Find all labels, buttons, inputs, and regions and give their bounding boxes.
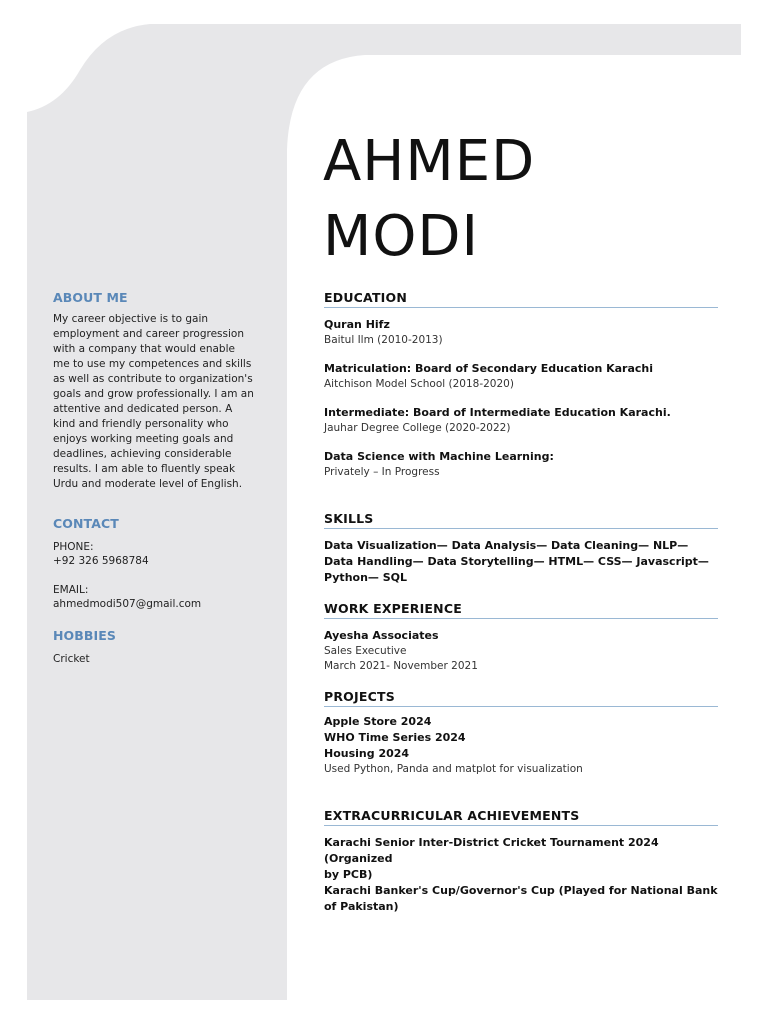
email-value: ahmedmodi507@gmail.com: [53, 598, 202, 610]
about-line: deadlines, achieving considerable: [53, 448, 232, 460]
work-section: [324, 601, 718, 672]
education-detail: Aitchison Model School (2018-2020): [324, 378, 514, 390]
work-heading: WORK EXPERIENCE: [324, 601, 718, 619]
about-line: attentive and dedicated person. A: [53, 403, 233, 415]
project-item: Apple Store 2024: [324, 715, 432, 728]
education-detail: Jauhar Degree College (2020-2022): [324, 422, 511, 434]
skills-heading: SKILLS: [324, 511, 718, 529]
about-heading: ABOUT ME: [53, 290, 128, 305]
about-line: enjoys working meeting goals and: [53, 433, 234, 445]
education-title: Matriculation: Board of Secondary Education Karachi: [324, 362, 654, 375]
contact-heading: CONTACT: [53, 516, 119, 531]
achievement-item: [324, 835, 718, 883]
about-line: My career objective is to gain: [53, 313, 209, 325]
about-line: results. I am able to fluently speak: [53, 463, 236, 475]
education-section: [324, 290, 718, 478]
about-line: Urdu and moderate level of English.: [53, 478, 243, 490]
education-item: [324, 361, 718, 392]
education-detail: Privately – In Progress: [324, 466, 440, 478]
project-item: Housing 2024: [324, 747, 410, 760]
skills-section: [324, 511, 718, 584]
achievement-line: Karachi Senior Inter-District Cricket Tournament 2024 (Organized: [324, 836, 659, 865]
education-item: [324, 449, 718, 480]
about-line: kind and friendly personality who: [53, 418, 229, 430]
project-note: Used Python, Panda and matplot for visualization: [324, 763, 583, 775]
about-line: goals and grow professionally. I am an: [53, 388, 254, 400]
work-item: [324, 628, 718, 674]
name-first: AHMED: [323, 129, 536, 194]
achievement-line: by PCB): [324, 868, 373, 881]
hobby-item: Cricket: [53, 653, 90, 665]
about-text: [53, 312, 278, 492]
education-detail: Baitul Ilm (2010-2013): [324, 334, 443, 346]
education-item: [324, 405, 718, 436]
education-title: Data Science with Machine Learning:: [324, 450, 554, 463]
education-item: [324, 317, 718, 348]
achievement-line: of Pakistan): [324, 900, 399, 913]
project-item: WHO Time Series 2024: [324, 731, 466, 744]
projects-heading: PROJECTS: [324, 689, 718, 707]
skills-line: Data Visualization— Data Analysis— Data Cleaning— NLP—: [324, 539, 689, 552]
about-line: employment and career progression: [53, 328, 244, 340]
extracurricular-section: [324, 808, 718, 913]
projects-list: [324, 714, 718, 777]
hobbies-heading: HOBBIES: [53, 628, 117, 643]
work-company: Ayesha Associates: [324, 629, 439, 642]
education-title: Intermediate: Board of Intermediate Education Karachi.: [324, 406, 671, 419]
about-line: as well as contribute to organization's: [53, 373, 253, 385]
projects-section: [324, 689, 718, 775]
email-label: EMAIL:: [53, 584, 89, 596]
phone-value: +92 326 5968784: [53, 555, 149, 567]
about-line: me to use my competences and skills: [53, 358, 252, 370]
work-role: Sales Executive: [324, 645, 407, 657]
about-line: with a company that would enable: [53, 343, 235, 355]
achievement-line: Karachi Banker's Cup/Governor's Cup (Played for National Bank: [324, 884, 718, 897]
name-last: MODI: [323, 204, 480, 269]
work-dates: March 2021- November 2021: [324, 660, 478, 672]
skills-line: Python— SQL: [324, 571, 408, 584]
education-heading: EDUCATION: [324, 290, 718, 308]
skills-line: Data Handling— Data Storytelling— HTML— CSS— Javascript—: [324, 555, 709, 568]
skills-list: [324, 538, 718, 586]
education-title: Quran Hifz: [324, 318, 390, 331]
extracurricular-heading: EXTRACURRICULAR ACHIEVEMENTS: [324, 808, 718, 826]
achievement-item: [324, 883, 718, 915]
phone-label: PHONE:: [53, 541, 94, 553]
